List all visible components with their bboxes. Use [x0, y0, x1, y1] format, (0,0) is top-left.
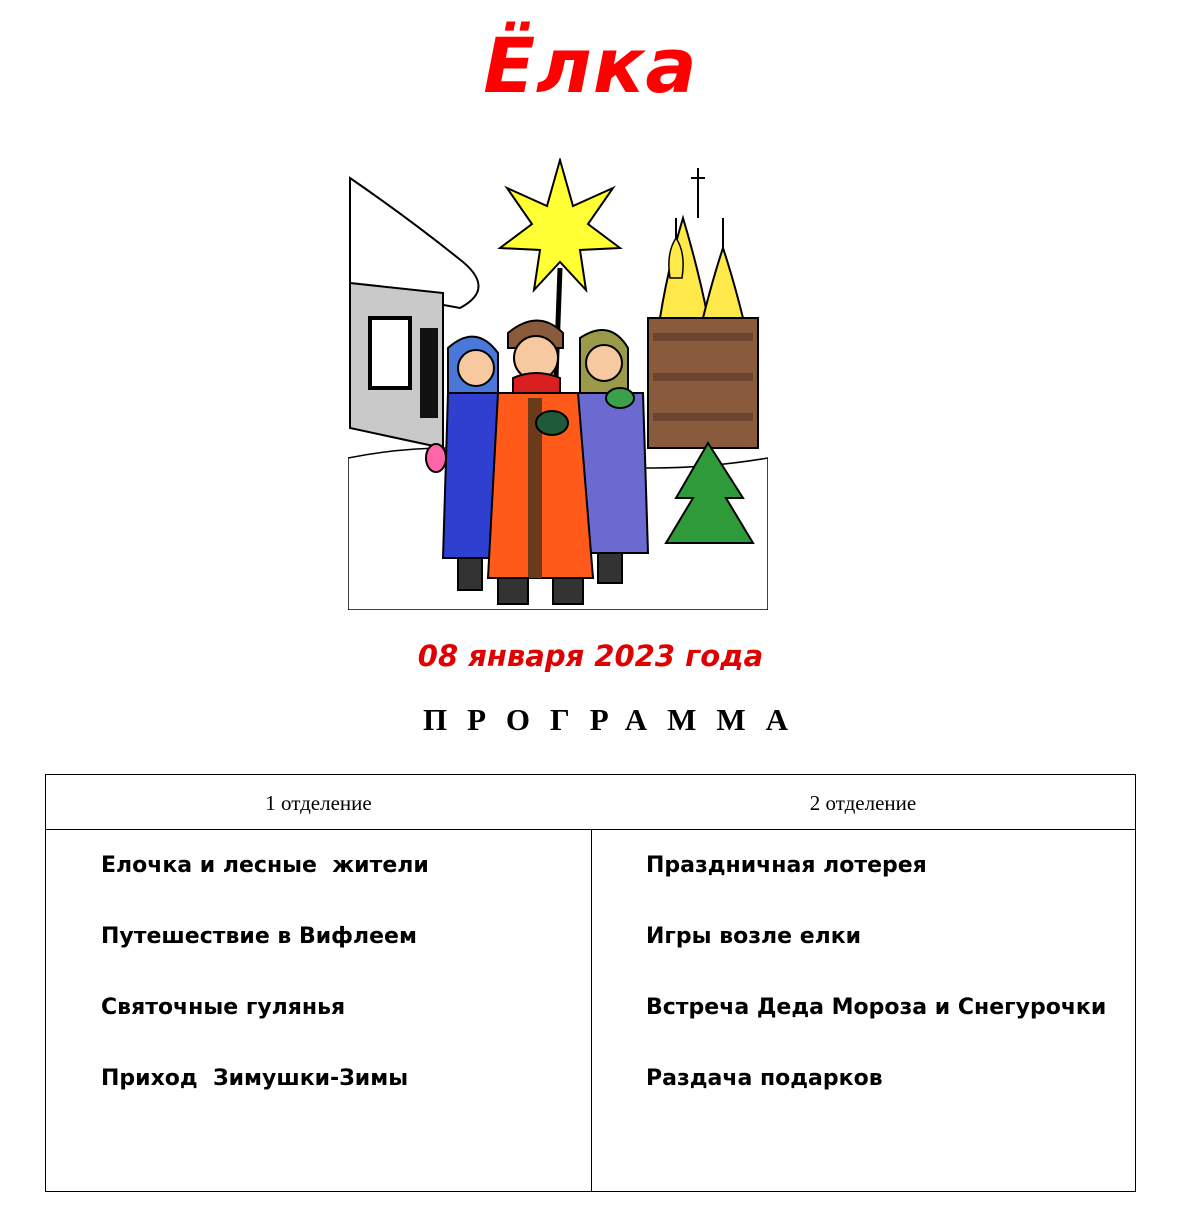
part-2-list [646, 851, 1106, 1135]
header-part-1: 1 отделение [265, 791, 372, 815]
program-heading: ПРОГРАММА [423, 702, 808, 737]
page-title: Ёлка [483, 21, 698, 110]
list-item: Раздача подарков [646, 1066, 883, 1091]
list-item: Праздничная лотерея [646, 853, 927, 878]
list-item: Игры возле елки [646, 924, 862, 949]
fir-tree [666, 443, 753, 543]
program-table [45, 774, 1136, 1192]
middle-boy [488, 321, 593, 605]
list-item: Путешествие в Вифлеем [101, 924, 417, 949]
church [648, 168, 758, 448]
program-table-header [46, 775, 1135, 830]
header-part-2: 2 отделение [809, 791, 917, 815]
carolers-illustration [348, 158, 768, 610]
list-item: Встреча Деда Мороза и Снегурочки [646, 995, 1107, 1020]
list-item: Святочные гулянья [101, 995, 346, 1020]
event-date: 08 января 2023 года [417, 639, 764, 673]
column-divider [591, 830, 592, 1192]
list-item: Приход Зимушки-Зимы [101, 1066, 409, 1091]
list-item: Елочка и лесные жители [101, 853, 429, 878]
part-1-list [101, 851, 429, 1135]
